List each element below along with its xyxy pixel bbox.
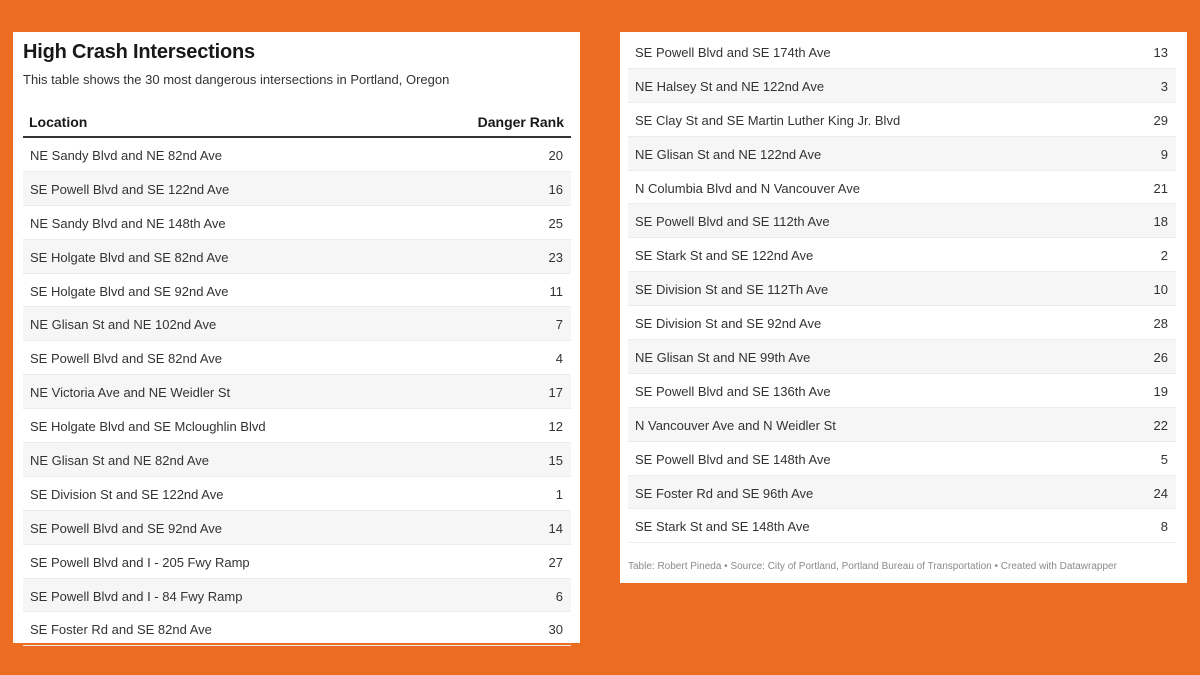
table-footer-notes: Table: Robert Pineda • Source: City of Portland, Portland Bureau of Transportation • Created with Datawrapper [628,561,1117,572]
location-cell: N Vancouver Ave and N Weidler St [635,417,836,433]
danger-rank-cell: 26 [1153,350,1168,366]
location-cell: SE Powell Blvd and I - 84 Fwy Ramp [30,588,243,604]
location-cell: NE Sandy Blvd and NE 148th Ave [30,215,226,231]
table-row [628,69,1176,103]
danger-rank-cell: 20 [548,148,563,163]
location-cell: NE Glisan St and NE 82nd Ave [30,453,209,469]
location-cell: NE Glisan St and NE 102nd Ave [30,317,217,333]
table-row [628,408,1176,442]
danger-rank-cell: 23 [548,249,563,265]
table-row [628,137,1176,171]
location-cell: SE Powell Blvd and SE 136th Ave [635,383,831,399]
danger-rank-cell: 14 [548,520,563,536]
table-row [23,341,571,375]
location-cell: SE Powell Blvd and SE 82nd Ave [30,351,222,367]
danger-rank-cell: 19 [1153,383,1168,399]
table-body-left [23,138,571,646]
danger-rank-cell: 18 [1153,214,1168,230]
table-row [23,511,571,545]
location-cell: SE Powell Blvd and SE 92nd Ave [30,520,222,536]
location-cell: NE Halsey St and NE 122nd Ave [635,78,825,94]
table-row [628,35,1176,69]
table-row [628,171,1176,205]
location-cell: SE Holgate Blvd and SE 92nd Ave [30,283,229,299]
table-card-right [620,32,1187,583]
danger-rank-cell: 16 [548,181,563,197]
table-subtitle: This table shows the 30 most dangerous intersections in Portland, Oregon [23,72,450,87]
danger-rank-cell: 28 [1153,316,1168,332]
danger-rank-cell: 21 [1153,180,1168,196]
danger-rank-cell: 4 [555,351,563,367]
location-cell: SE Powell Blvd and SE 122nd Ave [30,181,230,197]
location-cell: NE Victoria Ave and NE Weidler St [30,385,231,401]
danger-rank-cell: 22 [1153,417,1168,433]
location-cell: SE Division St and SE 92nd Ave [635,316,822,332]
danger-rank-cell: 25 [548,215,563,231]
location-cell: SE Division St and SE 112Th Ave [635,282,829,298]
table-row [628,103,1176,137]
danger-rank-cell: 3 [1160,78,1168,94]
table-row [628,306,1176,340]
table-row [23,443,571,477]
table-card-left [13,32,580,643]
location-cell: SE Powell Blvd and SE 112th Ave [635,214,830,230]
danger-rank-cell: 12 [548,419,563,435]
column-header-location[interactable]: Location [29,114,88,130]
location-cell: N Columbia Blvd and N Vancouver Ave [635,180,860,196]
table-row [23,612,571,646]
location-cell: SE Stark St and SE 122nd Ave [635,248,814,264]
table-row [628,509,1176,543]
table-row [23,172,571,206]
danger-rank-cell: 24 [1153,485,1168,501]
danger-rank-cell: 5 [1160,451,1168,467]
location-cell: SE Clay St and SE Martin Luther King Jr. Blvd [635,112,901,128]
table-row [628,374,1176,408]
table-header [23,109,571,138]
location-cell: NE Sandy Blvd and NE 82nd Ave [30,148,222,163]
danger-rank-cell: 27 [548,554,563,570]
table-row [23,375,571,409]
table-row [628,204,1176,238]
danger-rank-cell: 29 [1153,112,1168,128]
table-row [23,307,571,341]
danger-rank-cell: 15 [548,453,563,469]
table-row [628,238,1176,272]
table-row [23,240,571,274]
table-row [628,476,1176,510]
danger-rank-cell: 1 [555,486,563,502]
location-cell: SE Holgate Blvd and SE 82nd Ave [30,249,229,265]
table-row [23,206,571,240]
location-cell: SE Powell Blvd and I - 205 Fwy Ramp [30,554,250,570]
danger-rank-cell: 17 [548,385,563,401]
danger-rank-cell: 8 [1160,519,1168,535]
danger-rank-cell: 11 [549,283,563,299]
table-row [628,272,1176,306]
location-cell: SE Powell Blvd and SE 148th Ave [635,451,831,467]
danger-rank-cell: 30 [548,622,563,638]
table-row [628,442,1176,476]
danger-rank-cell: 2 [1160,248,1168,264]
location-cell: NE Glisan St and NE 122nd Ave [635,146,822,162]
location-cell: SE Holgate Blvd and SE Mcloughlin Blvd [30,419,266,435]
column-header-danger-rank[interactable]: Danger Rank [477,114,564,130]
table-row [23,409,571,443]
table-row [23,138,571,172]
table-row [23,477,571,511]
danger-rank-cell: 7 [555,317,563,333]
location-cell: SE Foster Rd and SE 96th Ave [635,485,814,501]
table-row [23,274,571,308]
location-cell: SE Division St and SE 122nd Ave [30,486,224,502]
location-cell: SE Stark St and SE 148th Ave [635,519,810,535]
table-row [23,579,571,613]
danger-rank-cell: 10 [1153,282,1168,298]
location-cell: SE Foster Rd and SE 82nd Ave [30,622,212,638]
table-row [628,340,1176,374]
location-cell: NE Glisan St and NE 99th Ave [635,350,811,366]
table-body-right [628,35,1176,543]
danger-rank-cell: 13 [1153,45,1168,60]
table-row [23,545,571,579]
danger-rank-cell: 9 [1160,146,1168,162]
location-cell: SE Powell Blvd and SE 174th Ave [635,45,831,60]
table-title: High Crash Intersections [23,41,255,63]
danger-rank-cell: 6 [555,588,563,604]
